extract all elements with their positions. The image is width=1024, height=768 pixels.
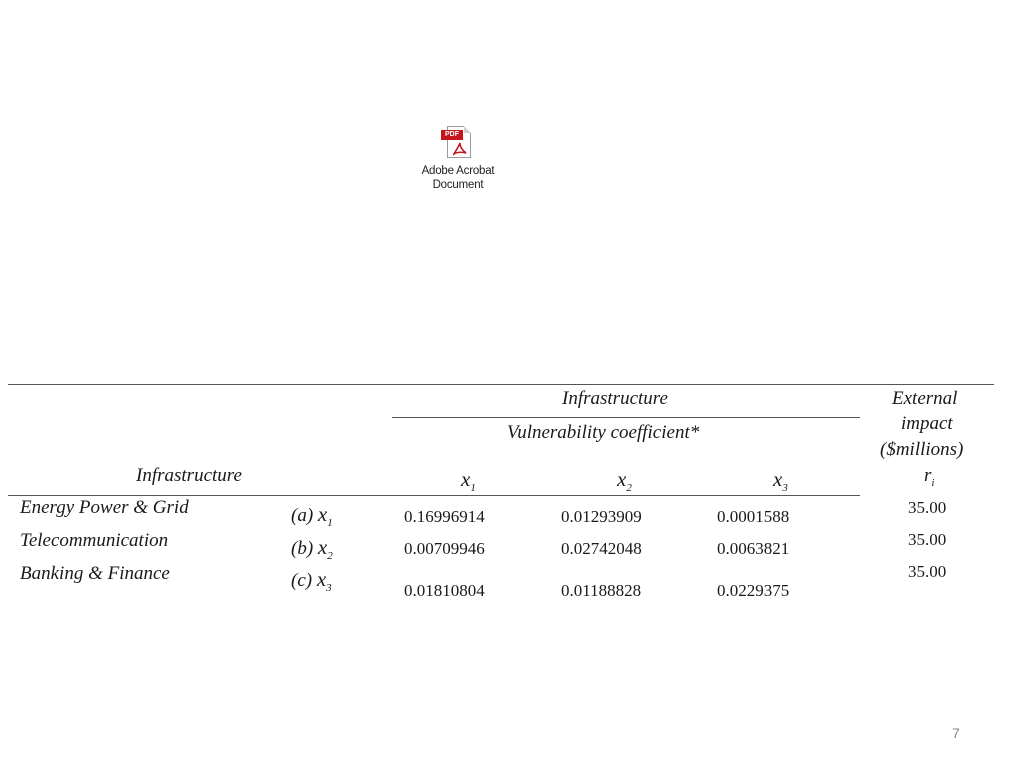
row-tag-b-var: x bbox=[317, 535, 328, 559]
page-number: 7 bbox=[952, 725, 960, 741]
column-header-x2 bbox=[617, 467, 632, 494]
cell-r3-impact: 35.00 bbox=[908, 562, 947, 581]
cell-r3-c3: 0.0229375 bbox=[717, 581, 790, 600]
cell-r1-impact: 35.00 bbox=[908, 498, 947, 517]
external-impact-line1: External bbox=[892, 388, 958, 409]
pdf-badge: PDF bbox=[441, 130, 463, 140]
cell-r1-c2: 0.01293909 bbox=[561, 507, 642, 526]
acrobat-swirl-icon bbox=[453, 142, 467, 156]
pdf-caption-line2: Document bbox=[432, 179, 484, 191]
infrastructure-group-header: Infrastructure bbox=[562, 388, 668, 409]
impact-symbol-r: r bbox=[924, 465, 932, 486]
row-label-banking: Banking & Finance bbox=[20, 563, 170, 584]
cell-r2-c2: 0.02742048 bbox=[561, 539, 642, 558]
pdf-file-icon bbox=[441, 126, 475, 160]
row-tag-a-text: (a) bbox=[291, 505, 314, 526]
cell-r1-c3: 0.0001588 bbox=[717, 507, 790, 526]
impact-symbol-sub: i bbox=[931, 476, 935, 489]
row-tag-c-sub: 3 bbox=[326, 581, 332, 594]
column-x2-sub: 2 bbox=[626, 482, 632, 495]
column-header-x3 bbox=[773, 467, 788, 494]
header-sub-rule bbox=[392, 417, 860, 418]
cell-r3-c2: 0.01188828 bbox=[561, 581, 642, 600]
external-impact-symbol bbox=[924, 465, 934, 489]
column-x2-var: x bbox=[617, 467, 627, 491]
column-x3-sub: 3 bbox=[782, 482, 788, 495]
cell-r2-c3: 0.0063821 bbox=[717, 539, 790, 558]
row-label-telecom: Telecommunication bbox=[20, 530, 169, 551]
row-tag-b-sub: 2 bbox=[327, 549, 333, 562]
pdf-caption-line1: Adobe Acrobat bbox=[421, 165, 495, 177]
embedded-pdf-object[interactable] bbox=[410, 126, 506, 192]
row-label-energy: Energy Power & Grid bbox=[20, 497, 189, 518]
table-top-rule bbox=[8, 384, 994, 385]
column-x1-sub: 1 bbox=[470, 482, 476, 495]
row-tag-c bbox=[291, 567, 332, 594]
vulnerability-coefficient-header: Vulnerability coefficient* bbox=[507, 422, 700, 443]
row-tag-b bbox=[291, 535, 333, 562]
cell-r2-impact: 35.00 bbox=[908, 530, 947, 549]
cell-r2-c1: 0.00709946 bbox=[404, 539, 485, 558]
cell-r3-c1: 0.01810804 bbox=[404, 581, 485, 600]
column-x3-var: x bbox=[773, 467, 783, 491]
row-tag-a-var: x bbox=[317, 502, 328, 526]
row-tag-a bbox=[291, 502, 333, 529]
header-bottom-rule bbox=[8, 495, 860, 496]
row-tag-c-var: x bbox=[316, 567, 327, 591]
row-tag-b-text: (b) bbox=[291, 538, 314, 559]
external-impact-line3: ($millions) bbox=[880, 439, 964, 460]
cell-r1-c1: 0.16996914 bbox=[404, 507, 485, 526]
row-tag-a-sub: 1 bbox=[327, 516, 333, 529]
column-x1-var: x bbox=[461, 467, 471, 491]
column-header-x1 bbox=[461, 467, 476, 494]
row-tag-c-text: (c) bbox=[291, 570, 313, 591]
row-header-infrastructure: Infrastructure bbox=[136, 465, 242, 486]
external-impact-line2: impact bbox=[901, 413, 953, 434]
